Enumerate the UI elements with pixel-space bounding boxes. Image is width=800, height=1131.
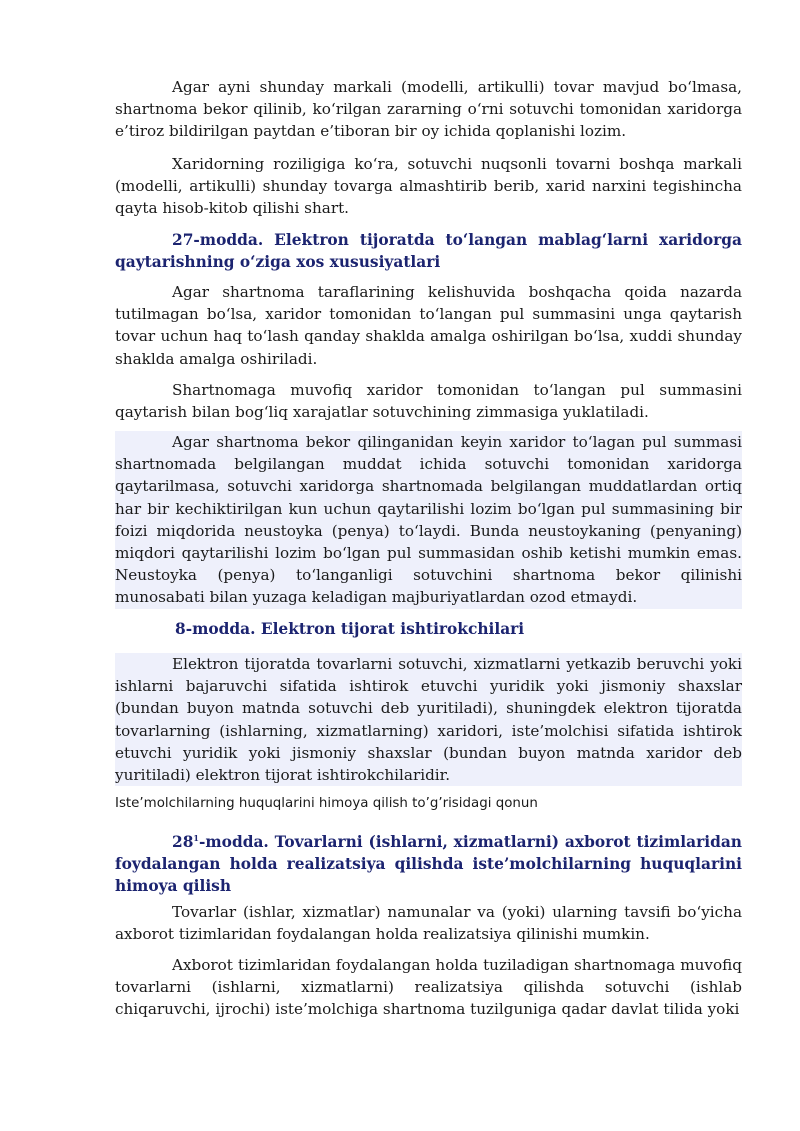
paragraph-text: Agar shartnoma bekor qilinganidan keyin xaridor to‘lagan pul summasi shartnomada belgilangan muddat ichida sotuvchi tomonidan xaridorga qaytarilmasa, sotuvchi xaridorga shartnomada belgilangan muddatlardan ortiq har bir kechiktirilgan kun uchun qaytarilishi lozim bo‘lgan pul summasining bir foizi miqdorida neustoyka (penya) to‘laydi. Bunda neustoykaning (penyaning) miqdori qaytarilishi lozim bo‘lgan pul summasidan oshib ketishi mumkin emas. Neustoyka (penya) to‘langanligi sotuvchini shartnoma bekor qilinishi munosabati bilan yuzaga keladigan majburiyatlardan ozod etmaydi. bbox=[115, 433, 742, 607]
paragraph-text: Agar ayni shunday markali (modelli, artikulli) tovar mavjud bo‘lmasa, shartnoma bekor qilinib, ko‘rilgan zararning o‘rni sotuvchi tomonidan xaridorga e’tiroz bildirilgan paytdan e’tiboran bir oy ichida qoplanishi lozim. bbox=[115, 78, 742, 141]
heading-text bbox=[115, 827, 742, 898]
paragraph-7 bbox=[115, 901, 742, 945]
article-8-heading bbox=[115, 618, 742, 640]
paragraph-text: Tovarlar (ishlar, xizmatlar) namunalar va (yoki) ularning tavsifi bo‘yicha axborot tizimlaridan foydalangan holda realizatsiya qilinishi mumkin. bbox=[115, 903, 742, 944]
article-number: 28 bbox=[172, 833, 194, 851]
highlighted-paragraph-6 bbox=[115, 653, 742, 786]
highlighted-paragraph-5 bbox=[115, 431, 742, 609]
article-superscript: 1 bbox=[193, 833, 199, 843]
paragraph-4 bbox=[115, 379, 742, 423]
paragraph-text: Shartnomaga muvofiq xaridor tomonidan to‘langan pul summasini qaytarish bilan bog‘liq xarajatlar sotuvchining zimmasiga yuklatiladi. bbox=[115, 381, 742, 422]
article-27-heading bbox=[115, 229, 742, 273]
paragraph-text: Xaridorning roziligiga ko‘ra, sotuvchi nuqsonli tovarni boshqa markali (modelli, artikulli) shunday tovarga almashtirib berib, xarid narxini tegishincha qayta hisob-kitob qilishi shart. bbox=[115, 155, 742, 218]
paragraph-2 bbox=[115, 153, 742, 220]
paragraph-text: Agar shartnoma taraflarining kelishuvida boshqacha qoida nazarda tutilmagan bo‘lsa, xaridor tomonidan to‘langan pul summasini unga qaytarish tovar uchun haq to‘lash qanday shaklda amalga oshirilgan bo‘lsa, xuddi shunday shaklda amalga oshiriladi. bbox=[115, 283, 742, 368]
heading-rest: -modda. Tovarlarni (ishlarni, xizmatlarni) axborot tizimlaridan foydalangan holda realizatsiya qilishda iste’molchilarning huquqlarini himoya qilish bbox=[115, 833, 742, 896]
paragraph-text: Axborot tizimlaridan foydalangan holda tuziladigan shartnomaga muvofiq tovarlarni (ishlarni, xizmatlarni) realizatsiya qilishda sotuvchi (ishlab chiqaruvchi, ijrochi) iste’molchiga shartnoma tuzilguniga qadar davlat tilida yoki bbox=[115, 956, 742, 1019]
paragraph-text: Elektron tijoratda tovarlarni sotuvchi, xizmatlarni yetkazib beruvchi yoki ishlarni bajaruvchi sifatida ishtirok etuvchi yuridik yoki jismoniy shaxslar (bundan buyon matnda sotuvchi deb yuritiladi), shuningdek elektron tijoratda tovarlarning (ishlarning, xizmatlarning) xaridori, iste’molchisi sifatida ishtirok etuvchi yuridik yoki jismoniy shaxslar (bundan buyon matnda xaridor deb yuritiladi) elektron tijorat ishtirokchilaridir. bbox=[115, 655, 742, 785]
paragraph-3 bbox=[115, 281, 742, 370]
heading-text: 8-modda. Elektron tijorat ishtirokchilari bbox=[175, 620, 525, 638]
paragraph-1 bbox=[115, 76, 742, 143]
article-28-1-heading bbox=[115, 827, 742, 898]
paragraph-8 bbox=[115, 954, 742, 1021]
law-title-text: Iste’molchilarning huquqlarini himoya qilish to’g’risidagi qonun bbox=[115, 796, 538, 811]
law-title bbox=[115, 794, 742, 814]
heading-text: 27-modda. Elektron tijoratda to‘langan mablag‘larni xaridorga qaytarishning o‘ziga xos xususiyatlari bbox=[115, 231, 742, 272]
